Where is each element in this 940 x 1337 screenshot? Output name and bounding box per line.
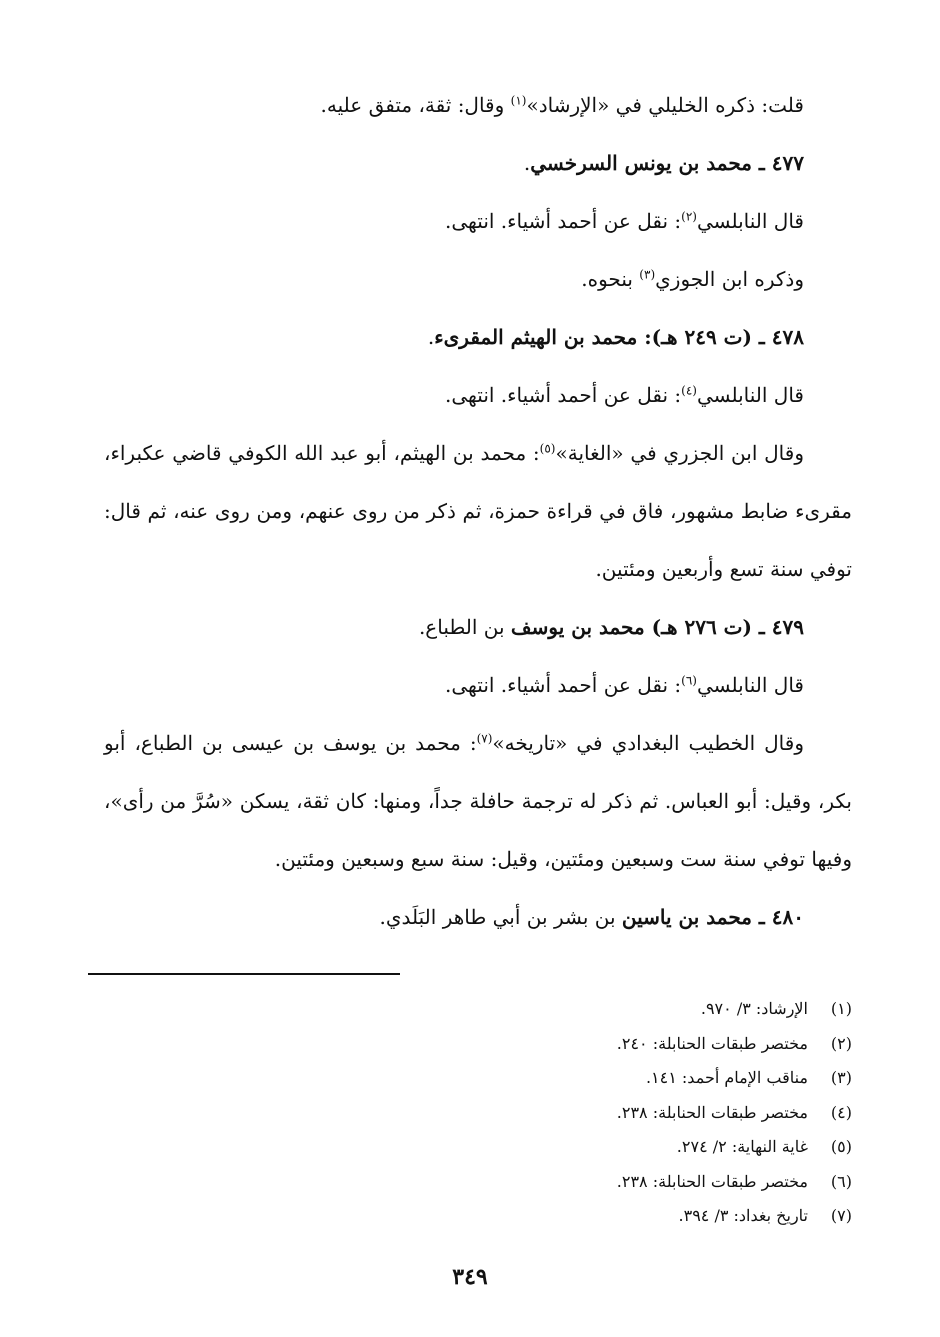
- footnote-text: الإرشاد: ٣/ ٩٧٠.: [700, 999, 808, 1018]
- footnote-separator: [88, 973, 400, 975]
- footnote-marker: (٣): [639, 267, 656, 282]
- entry-rest: .: [523, 151, 531, 175]
- paragraph-text: وقال الخطيب البغدادي في «تاريخه»: [492, 731, 804, 755]
- paragraph-jawzi: [104, 250, 852, 308]
- entry-name: محمد بن الهيثم المقرىء: [434, 325, 638, 349]
- entry-number: ٤٧٨ ـ (ت ٢٤٩ هـ):: [637, 325, 804, 349]
- entry-rest: بن بشر بن أبي طاهر البَلَدي.: [379, 905, 622, 929]
- entry-478: [104, 308, 852, 366]
- footnote-text: مختصر طبقات الحنابلة: ٢٣٨.: [616, 1102, 808, 1122]
- entry-name: محمد بن ياسين: [621, 905, 752, 929]
- footnote-marker: (١): [510, 93, 527, 108]
- paragraph-text-cont: : محمد بن يوسف بن عيسى بن الطباع، أبو بكر، وقيل: أبو العباس. ثم ذكر له ترجمة حافلة جداً، ومنها: كان ثقة، يسكن «سُرَّ من رأى»، وفيها توفي سنة ست وسبعين ومئتين، وقيل: سنة سبع وسبعين ومئتين.: [104, 731, 852, 871]
- footnote-number: (١): [830, 999, 852, 1018]
- main-text: [104, 76, 852, 946]
- footnote-marker: (٧): [476, 731, 493, 746]
- footnote-item: [252, 1096, 852, 1131]
- footnotes: [252, 992, 852, 1234]
- page-number: ٣٤٩: [452, 1264, 488, 1290]
- paragraph-text: وذكره ابن الجوزي: [655, 267, 804, 291]
- footnote-item: [252, 992, 852, 1027]
- footnote-number: (٤): [830, 1102, 852, 1122]
- paragraph-nabulsi-4: [104, 366, 852, 424]
- entry-479: [104, 598, 852, 656]
- entry-477: [104, 134, 852, 192]
- paragraph-text: قلت: ذكره الخليلي في «الإرشاد»: [526, 93, 804, 117]
- footnote-text: مناقب الإمام أحمد: ١٤١.: [645, 1068, 808, 1087]
- entry-number: ٤٧٩ ـ (ت ٢٧٦ هـ): [644, 615, 804, 639]
- footnote-item: [252, 1165, 852, 1200]
- footnote-number: (٧): [830, 1206, 852, 1225]
- footnote-marker: (٤): [681, 383, 697, 398]
- footnote-number: (٣): [830, 1068, 852, 1087]
- footnote-number: (٥): [830, 1137, 852, 1156]
- footnote-text: مختصر طبقات الحنابلة: ٢٤٠.: [616, 1033, 808, 1053]
- paragraph-khatib: [104, 714, 852, 888]
- footnote-marker: (٢): [681, 209, 697, 224]
- paragraph-text: قال النابلسي: [696, 209, 804, 233]
- footnote-text: تاريخ بغداد: ٣/ ٣٩٤.: [678, 1206, 808, 1225]
- entry-rest: بن الطباع.: [418, 615, 511, 639]
- footnote-number: (٢): [830, 1033, 852, 1053]
- footnote-item: [252, 1130, 852, 1165]
- paragraph-text-cont: وقال: ثقة، متفق عليه.: [320, 93, 511, 117]
- entry-name: محمد بن يوسف: [510, 615, 645, 639]
- paragraph-jazari: [104, 424, 852, 598]
- paragraph-text-cont: : نقل عن أحمد أشياء. انتهى.: [445, 209, 682, 233]
- paragraph-text-cont: بنحوه.: [581, 267, 640, 291]
- footnote-item: [252, 1061, 852, 1096]
- footnote-marker: (٥): [539, 441, 556, 456]
- footnote-item: [252, 1027, 852, 1062]
- paragraph-text: قال النابلسي: [696, 673, 804, 697]
- footnote-text: مختصر طبقات الحنابلة: ٢٣٨.: [616, 1171, 808, 1191]
- footnote-item: [252, 1199, 852, 1234]
- entry-name: محمد بن يونس السرخسي: [530, 151, 752, 175]
- footnote-text: غاية النهاية: ٢/ ٢٧٤.: [676, 1137, 808, 1156]
- footnote-marker: (٦): [681, 673, 697, 688]
- entry-480: [104, 888, 852, 946]
- paragraph-text-cont: : محمد بن الهيثم، أبو عبد الله الكوفي قاضي عكبراء، مقرىء ضابط مشهور، فاق في قراءة حمزة، ثم ذكر من روى عنهم، ومن روى عنه، ثم قال: توفي سنة تسع وأربعين ومئتين.: [104, 441, 852, 581]
- paragraph-nabulsi-2: [104, 192, 852, 250]
- paragraph-note-khalili: [104, 76, 852, 134]
- paragraph-text-cont: : نقل عن أحمد أشياء. انتهى.: [445, 383, 682, 407]
- paragraph-nabulsi-6: [104, 656, 852, 714]
- entry-number: ٤٨٠ ـ: [751, 905, 804, 929]
- entry-number: ٤٧٧ ـ: [751, 151, 804, 175]
- paragraph-text: قال النابلسي: [696, 383, 804, 407]
- paragraph-text-cont: : نقل عن أحمد أشياء. انتهى.: [445, 673, 682, 697]
- footnote-number: (٦): [830, 1171, 852, 1191]
- entry-rest: .: [427, 325, 435, 349]
- paragraph-text: وقال ابن الجزري في «الغاية»: [555, 441, 804, 465]
